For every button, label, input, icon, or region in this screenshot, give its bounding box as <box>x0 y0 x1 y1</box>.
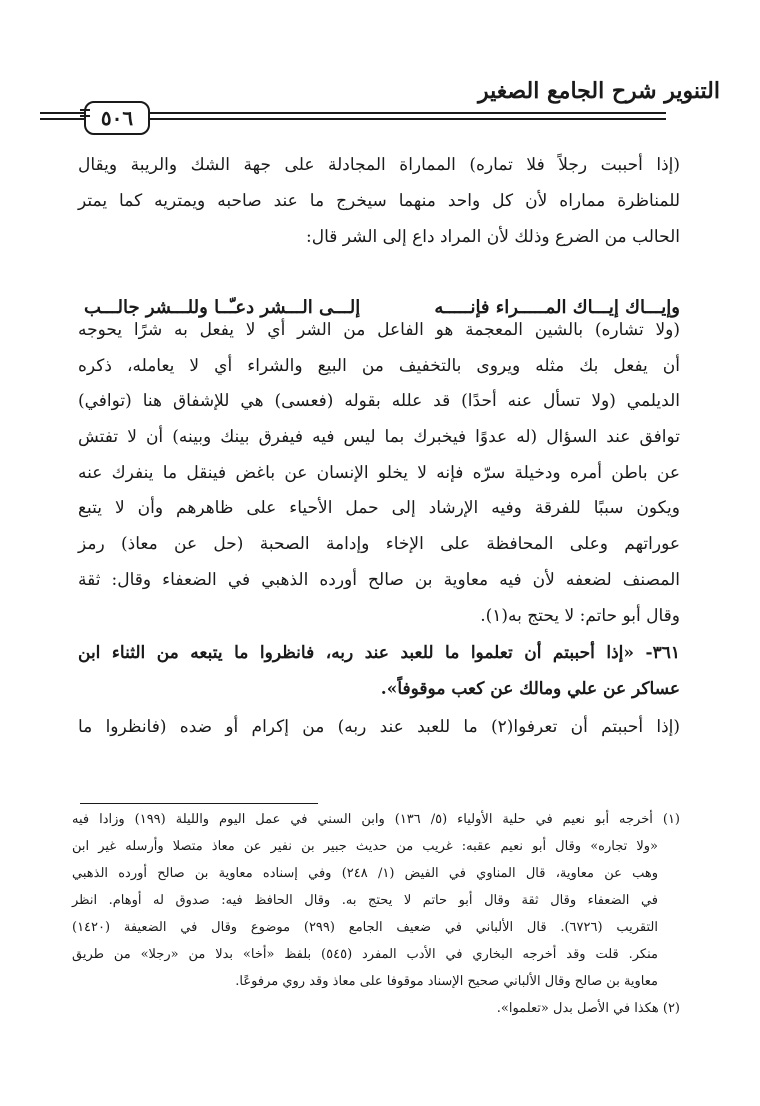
footnote-separator <box>80 803 318 804</box>
footnote-line: «ولا تجاره» وقال أبو نعيم عقبه: غريب من حديث جبير بن نفير عن معاذ متصلا وأرسله غير ابن <box>72 839 658 854</box>
footnote-line: في الضعفاء وقال ثقة وقال أبو حاتم لا يحتج به. وقال الحافظ فيه: صدوق له أوهام. انظر <box>72 893 658 908</box>
text-line: توافق عند السؤال (له عدوًا فيخبرك بما ليس فيه فيفرق بينك وبينه) أن لا تفتش <box>78 427 680 447</box>
hadith-heading-continued: عساكر عن علي ومالك عن كعب موقوفاً». <box>380 679 680 699</box>
text-line: للمناظرة مماراه لأن كل واحد منهما سيخرج ما عند صاحبه ويمتريه كما يمتر <box>78 191 680 211</box>
text-line: الديلمي (ولا تسأل عنه أحدًا) قد علله بقوله (فعسى) هي للإشفاق هنا (توافي) <box>78 391 680 411</box>
header-equals-ornament <box>80 106 90 122</box>
text-line: عوراتهم وعلى المحافظة على الإخاء وإدامة الصحبة (حل عن معاذ) رمز <box>78 534 680 554</box>
text-line: الحالب من الضرع وذلك لأن المراد داع إلى الشر قال: <box>306 227 680 247</box>
footnote-line: (٢) هكذا في الأصل بدل «تعلموا». <box>496 1001 680 1016</box>
footnote-line: معاوية بن صالح وقال الألباني صحيح الإسناد موقوفا على معاذ وقد روي مرفوعًا. <box>235 974 658 989</box>
footnote-line: (١) أخرجه أبو نعيم في حلية الأولياء (٥/ ١٣٦) وابن السني في عمل اليوم والليلة (١٩٩) وزادا فيه <box>72 812 680 827</box>
footnote-line: وهب عن معاوية، قال المناوي في الفيض (١/ ٢٤٨) وفي إسناده معاوية بن صالح أورده الذهبي <box>72 866 658 881</box>
footnote-line: منكر. قلت وقد أخرجه البخاري في الأدب المفرد (٥٤٥) بلفظ «أخا» بدلا من «رجلا» من طريق <box>72 947 658 962</box>
text-line: (إذا أحببت رجلاً فلا تماره) المماراة المجادلة على جهة الشك والريبة ويقال <box>78 155 680 175</box>
footnote-line: التقريب (٦٧٢٦). قال الألباني في ضعيف الجامع (٢٩٩) موضوع وقال في الضعيفة (١٤٢٠) <box>72 920 658 935</box>
text-line: عن باطن أمره ودخيلة سرّه فإنه لا يخلو الإنسان عن باغض فينقل ما ينفرك عنه <box>78 463 680 483</box>
hadith-heading: ٣٦١- «إذا أحببتم أن تعلموا ما للعبد عند ربه، فانظروا ما يتبعه من الثناء ابن <box>78 643 680 663</box>
text-line: (ولا تشاره) بالشين المعجمة هو الفاعل من الشر أي لا يفعل به شرًا يحوجه <box>78 320 680 340</box>
running-title: التنوير شرح الجامع الصغير <box>478 78 720 104</box>
text-line: المصنف لضعفه لأن فيه معاوية بن صالح أورده الذهبي في الضعفاء وقال: ثقة <box>78 570 680 590</box>
poem-first-hemistich: وإيـــاك إيـــاك المـــــراء فإنـــــه <box>434 297 680 318</box>
page-number: ٥٠٦ <box>84 101 150 135</box>
text-line: ويكون سببًا للفرقة وفيه الإرشاد إلى حمل الأحياء على ظاهرهم وأن لا يتبع <box>78 498 680 518</box>
poem-second-hemistich: إلـــى الـــشر دعـّــا وللـــشر جالـــب <box>84 297 361 318</box>
text-line: أن يفعل بك مثله ويروى بالتخفيف من البيع والشراء أي لا يعامله، ذكره <box>78 356 680 376</box>
text-line: (إذا أحببتم أن تعرفوا(٢) ما للعبد عند ربه) من إكرام أو ضده (فانظروا ما <box>78 717 680 737</box>
text-line: وقال أبو حاتم: لا يحتج به(١). <box>480 606 680 626</box>
